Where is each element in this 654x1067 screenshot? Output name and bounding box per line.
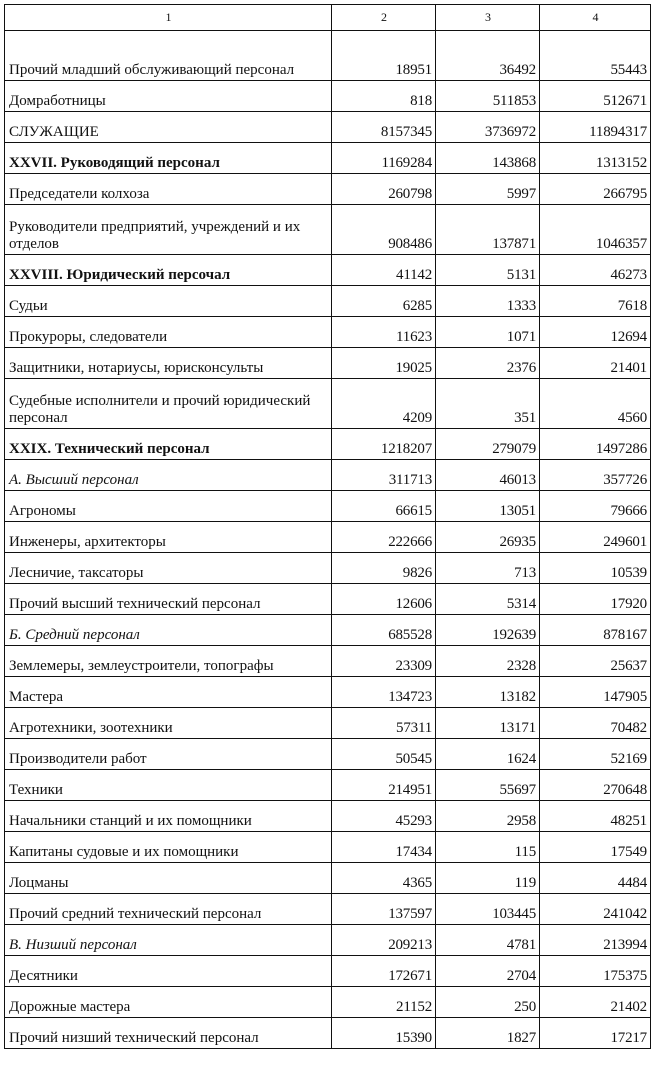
value-c2: 50545 [332,739,436,770]
row-label: XXIX. Технический персонал [5,429,332,460]
value-c2: 57311 [332,708,436,739]
value-c2: 1169284 [332,143,436,174]
row-label: Начальники станций и их помощники [5,801,332,832]
value-c3: 46013 [436,460,540,491]
value-c4: 10539 [540,553,651,584]
value-c2: 260798 [332,174,436,205]
value-c2: 222666 [332,522,436,553]
row-label: Защитники, нотариусы, юрисконсульты [5,348,332,379]
value-c4: 175375 [540,956,651,987]
value-c3: 1333 [436,286,540,317]
value-c2: 6285 [332,286,436,317]
value-c4: 46273 [540,255,651,286]
table-row [5,174,651,205]
row-label: Дорожные мастера [5,987,332,1018]
row-label: СЛУЖАЩИЕ [5,112,332,143]
value-c2: 908486 [332,205,436,255]
row-label: Производители работ [5,739,332,770]
row-label: Прокуроры, следователи [5,317,332,348]
table-row [5,708,651,739]
column-header: 3 [436,5,540,31]
value-c2: 818 [332,81,436,112]
value-c4: 249601 [540,522,651,553]
value-c3: 13051 [436,491,540,522]
value-c3: 1071 [436,317,540,348]
table-row [5,894,651,925]
table-row [5,255,651,286]
value-c4: 270648 [540,770,651,801]
occupation-table [4,4,651,1049]
table-row [5,863,651,894]
value-c4: 55443 [540,31,651,81]
row-label: XXVII. Руководящий персонал [5,143,332,174]
table-row [5,286,651,317]
table-row [5,348,651,379]
value-c3: 5997 [436,174,540,205]
row-label: Руководители предприятий, учреждений и их отделов [5,205,332,255]
value-c4: 17217 [540,1018,651,1049]
table-row [5,553,651,584]
row-label: Судьи [5,286,332,317]
value-c4: 70482 [540,708,651,739]
value-c3: 5314 [436,584,540,615]
value-c3: 3736972 [436,112,540,143]
value-c2: 66615 [332,491,436,522]
table-row [5,584,651,615]
value-c2: 311713 [332,460,436,491]
value-c4: 1313152 [540,143,651,174]
value-c3: 137871 [436,205,540,255]
value-c2: 4365 [332,863,436,894]
value-c4: 52169 [540,739,651,770]
value-c2: 15390 [332,1018,436,1049]
table-row [5,429,651,460]
table-row [5,987,651,1018]
value-c2: 9826 [332,553,436,584]
value-c3: 1827 [436,1018,540,1049]
value-c2: 1218207 [332,429,436,460]
value-c3: 2376 [436,348,540,379]
value-c3: 13182 [436,677,540,708]
table-row [5,646,651,677]
table-row [5,205,651,255]
value-c2: 209213 [332,925,436,956]
value-c4: 21401 [540,348,651,379]
column-header: 4 [540,5,651,31]
value-c2: 45293 [332,801,436,832]
table-row [5,677,651,708]
value-c4: 266795 [540,174,651,205]
value-c3: 250 [436,987,540,1018]
value-c4: 25637 [540,646,651,677]
row-label: Агрономы [5,491,332,522]
value-c4: 4484 [540,863,651,894]
row-label: Инженеры, архитекторы [5,522,332,553]
table-row [5,491,651,522]
value-c2: 137597 [332,894,436,925]
row-label: Капитаны судовые и их помощники [5,832,332,863]
value-c4: 17549 [540,832,651,863]
row-label: Б. Средний персонал [5,615,332,646]
row-label: Лесничие, таксаторы [5,553,332,584]
value-c2: 17434 [332,832,436,863]
table-row [5,770,651,801]
value-c3: 2958 [436,801,540,832]
value-c4: 21402 [540,987,651,1018]
row-label: В. Низший персонал [5,925,332,956]
table-row [5,801,651,832]
row-label: Прочий низший технический персонал [5,1018,332,1049]
row-label: XXVIII. Юридический персочал [5,255,332,286]
row-label: А. Высший персонал [5,460,332,491]
value-c4: 7618 [540,286,651,317]
value-c3: 5131 [436,255,540,286]
value-c4: 79666 [540,491,651,522]
table-row [5,522,651,553]
value-c4: 512671 [540,81,651,112]
value-c4: 12694 [540,317,651,348]
table-row [5,739,651,770]
value-c3: 2704 [436,956,540,987]
table-row [5,379,651,429]
value-c3: 119 [436,863,540,894]
table-row [5,925,651,956]
value-c3: 26935 [436,522,540,553]
value-c4: 147905 [540,677,651,708]
table-row [5,31,651,81]
value-c2: 685528 [332,615,436,646]
row-label: Десятники [5,956,332,987]
row-label: Мастера [5,677,332,708]
table-row [5,81,651,112]
row-label: Домработницы [5,81,332,112]
value-c2: 18951 [332,31,436,81]
value-c3: 55697 [436,770,540,801]
table-row [5,143,651,174]
value-c3: 103445 [436,894,540,925]
value-c2: 41142 [332,255,436,286]
value-c3: 2328 [436,646,540,677]
value-c4: 1046357 [540,205,651,255]
value-c2: 214951 [332,770,436,801]
value-c2: 172671 [332,956,436,987]
header-row [5,5,651,31]
row-label: Агротехники, зоотехники [5,708,332,739]
row-label: Лоцманы [5,863,332,894]
column-header: 2 [332,5,436,31]
value-c4: 241042 [540,894,651,925]
value-c4: 4560 [540,379,651,429]
value-c2: 11623 [332,317,436,348]
row-label: Землемеры, землеустроители, топографы [5,646,332,677]
row-label: Прочий средний технический персонал [5,894,332,925]
value-c3: 279079 [436,429,540,460]
table-row [5,956,651,987]
value-c4: 48251 [540,801,651,832]
value-c2: 4209 [332,379,436,429]
value-c4: 17920 [540,584,651,615]
row-label: Техники [5,770,332,801]
column-header: 1 [5,5,332,31]
table-row [5,112,651,143]
row-label: Судебные исполнители и прочий юридический персонал [5,379,332,429]
value-c4: 213994 [540,925,651,956]
value-c4: 1497286 [540,429,651,460]
value-c3: 13171 [436,708,540,739]
value-c3: 4781 [436,925,540,956]
table-row [5,460,651,491]
value-c2: 12606 [332,584,436,615]
value-c4: 878167 [540,615,651,646]
value-c2: 134723 [332,677,436,708]
row-label: Прочий высший технический персонал [5,584,332,615]
value-c2: 8157345 [332,112,436,143]
value-c3: 115 [436,832,540,863]
value-c2: 21152 [332,987,436,1018]
row-label: Председатели колхоза [5,174,332,205]
table-body [5,31,651,1049]
value-c3: 713 [436,553,540,584]
value-c4: 357726 [540,460,651,491]
value-c2: 23309 [332,646,436,677]
value-c3: 1624 [436,739,540,770]
value-c3: 351 [436,379,540,429]
table-row [5,1018,651,1049]
row-label: Прочий младший обслуживающий персонал [5,31,332,81]
table-row [5,317,651,348]
value-c4: 11894317 [540,112,651,143]
value-c3: 192639 [436,615,540,646]
value-c2: 19025 [332,348,436,379]
table-row [5,832,651,863]
value-c3: 143868 [436,143,540,174]
table-row [5,615,651,646]
value-c3: 511853 [436,81,540,112]
value-c3: 36492 [436,31,540,81]
